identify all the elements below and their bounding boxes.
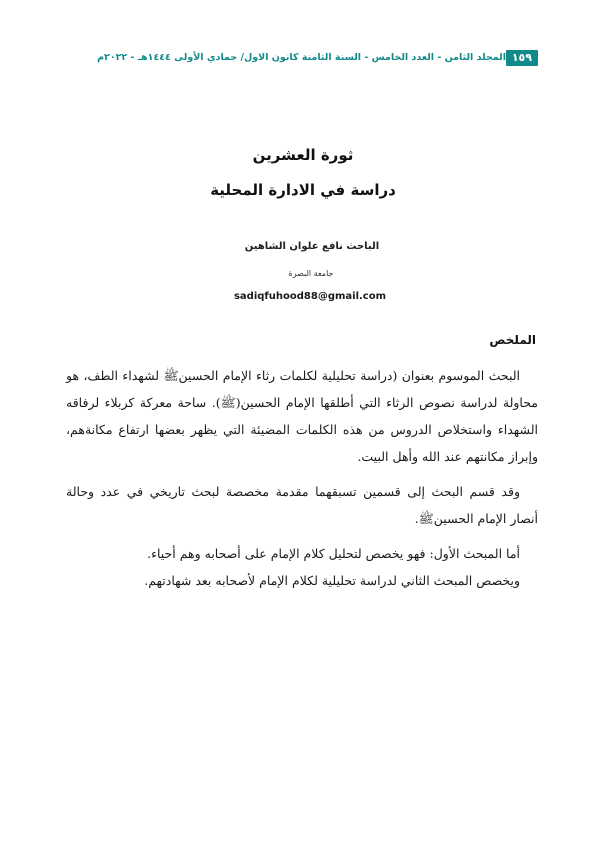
author-affiliation: جامعة البصرة [288,269,334,278]
author-email[interactable]: sadiqfuhood88@gmail.com [233,291,387,302]
abstract-body [66,362,538,594]
author-block [0,239,606,304]
author-name: الباحث نافع علوان الشاهين [244,241,380,252]
abstract-heading: الملخص [489,333,536,347]
running-header [68,50,538,68]
journal-info: المجلد الثامن - العدد الخامس - السنة الثامنة كانون الاول/ جمادي الأولى ١٤٤٤هـ - ٢٠٢٢م [97,52,506,63]
title-main: ثورة العشرين [252,146,354,164]
abstract-paragraph: البحث الموسوم بعنوان (دراسة تحليلية لكلمات رثاء الإمام الحسينﷺ لشهداء الطف، هو محاولة لدراسة نصوص الرثاء التي أطلقها الإمام الحسين(ﷺ). ساحة معركة كربلاء لرفاقه الشهداء واستخلاص الدروس من هذه الكلمات المضيئة التي يظهر بعضها ارتفاع مكانةهم، وإبراز مكانتهم عند الله وأهل البيت. [66,368,538,464]
abstract-paragraph: وقد قسم البحث إلى قسمين تسبقهما مقدمة مخصصة لبحث تاريخي في عدد وحالة أنصار الإمام الحسينﷺ. [66,484,538,526]
page-number-badge: ١٥٩ [506,50,538,66]
abstract-paragraph: أما المبحث الأول: فهو يخصص لتحليل كلام الإمام على أصحابه وهم أحياء. [147,546,520,561]
title-subtitle: دراسة في الادارة المحلية [210,181,396,199]
abstract-paragraph: ويخصص المبحث الثاني لدراسة تحليلية لكلام الإمام لأصحابه بعد شهادتهم. [144,573,520,588]
title-block [0,143,606,213]
